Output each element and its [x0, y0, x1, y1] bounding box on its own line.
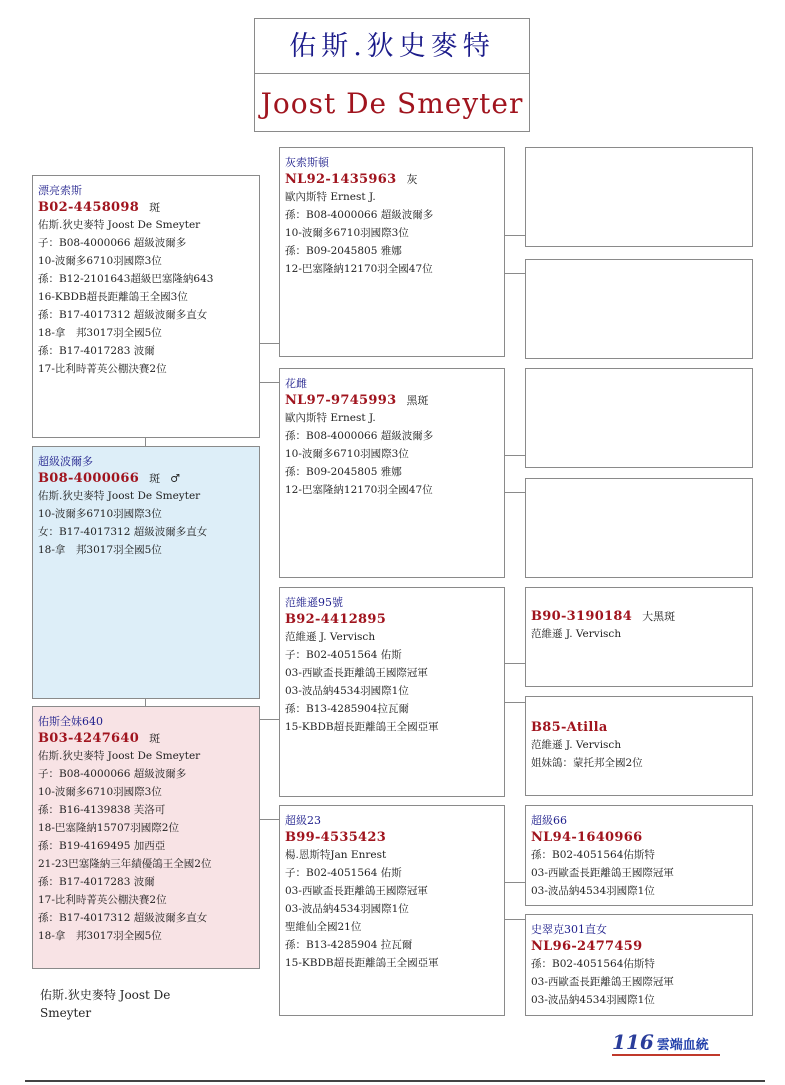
sire-line: 孫：B17-4017312 超級波爾多直女: [38, 309, 208, 321]
dam-dam-dam-line: 孫：B02-4051564佑斯特: [531, 958, 655, 970]
great-grandparent-empty-4[interactable]: [525, 478, 753, 578]
dam-sire-sire-line: 范維遜 J. Vervisch: [531, 628, 622, 640]
dam-sire-line: 范維遜 J. Vervisch: [285, 631, 376, 643]
sire-line: 子：B08-4000066 超級波爾多: [38, 237, 187, 249]
dam-dam-line: 聖維仙全國21位: [285, 921, 362, 933]
title-english: Joost De Smeyter: [260, 87, 524, 120]
dam-line: 孫：B16-4139838 芙洛可: [38, 804, 166, 816]
dam-sire-name: 范維遜95號: [285, 596, 343, 609]
sire-sire-card[interactable]: [279, 147, 505, 357]
dam-name: 佑斯全妹640: [38, 715, 103, 728]
connector-ds-down: [504, 702, 526, 703]
sire-dam-line: 孫：B09-2045805 雅娜: [285, 466, 402, 478]
dam-dam-dam-card[interactable]: [525, 914, 753, 1016]
connector-dd-up: [504, 882, 526, 883]
sire-line: 17-比利時菁英公棚決賽2位: [38, 363, 167, 375]
dam-dam-line: 子：B02-4051564 佑斯: [285, 867, 402, 879]
owner-name: 佑斯.狄史麥特 Joost De Smeyter: [40, 988, 171, 1020]
dam-sire-line: 子：B02-4051564 佑斯: [285, 649, 402, 661]
dam-dam-name: 超級23: [285, 814, 321, 827]
dam-sire-card[interactable]: [279, 587, 505, 797]
connector-dam-dd: [259, 819, 280, 820]
sire-dam-color: 黑斑: [406, 394, 429, 407]
subject-line: 女：B17-4017312 超級波爾多直女: [38, 526, 208, 538]
title-box: [254, 18, 530, 132]
dam-dam-line: 15-KBDB超長距離鴿王全國亞軍: [285, 957, 439, 969]
dam-dam-dam-ring: NL96-2477459: [531, 939, 643, 954]
dam-dam-card[interactable]: [279, 805, 505, 1016]
subject-color: 斑: [149, 472, 161, 485]
sire-sire-line: 孫：B09-2045805 雅娜: [285, 245, 402, 257]
dam-line: 10-波爾多6710羽國際3位: [38, 786, 162, 798]
dam-sire-line: 03-波品納4534羽國際1位: [285, 685, 409, 697]
sire-sire-line: 12-巴塞隆納12170羽全國47位: [285, 263, 433, 275]
sire-sire-color: 灰: [406, 173, 418, 186]
sire-sire-ring: NL92-1435963: [285, 172, 397, 187]
sire-card[interactable]: [32, 175, 260, 438]
connector-ss-up: [504, 235, 526, 236]
connector-ss-down: [504, 273, 526, 274]
great-grandparent-empty-1[interactable]: [525, 147, 753, 247]
logo-text: 雲端血統: [656, 1038, 709, 1053]
dam-line: 18-巴塞隆納15707羽國際2位: [38, 822, 179, 834]
dam-dam-dam-line: 03-西歐盃長距離鴿王國際冠軍: [531, 976, 674, 988]
dam-dam-line: 03-波品納4534羽國際1位: [285, 903, 409, 915]
dam-line: 孫：B17-4017283 波爾: [38, 876, 155, 888]
dam-sire-ring: B92-4412895: [285, 612, 387, 627]
dam-dam-line: 03-西歐盃長距離鴿王國際冠軍: [285, 885, 428, 897]
connector-ds-up: [504, 663, 526, 664]
connector-sire-sd: [259, 382, 280, 383]
dam-line: 21-23巴塞隆納三年績優鴿王全國2位: [38, 858, 212, 870]
sire-dam-line: 10-波爾多6710羽國際3位: [285, 448, 409, 460]
dam-dam-sire-line: 03-波品納4534羽國際1位: [531, 885, 655, 897]
sire-line: 孫：B12-2101643超級巴塞隆納643: [38, 273, 214, 285]
dam-dam-sire-line: 孫：B02-4051564佑斯特: [531, 849, 655, 861]
dam-line: 佑斯.狄史麥特 Joost De Smeyter: [38, 750, 201, 762]
dam-line: 孫：B17-4017312 超級波爾多直女: [38, 912, 208, 924]
sire-name: 漂亮索斯: [38, 184, 82, 197]
subject-name: 超級波爾多: [38, 455, 93, 468]
dam-dam-sire-card[interactable]: [525, 805, 753, 906]
dam-sire-line: 03-西歐盃長距離鴿王國際冠軍: [285, 667, 428, 679]
subject-card[interactable]: [32, 446, 260, 699]
dam-sire-line: 孫：B13-4285904拉瓦爾: [285, 703, 409, 715]
sire-dam-line: 歐內斯特 Ernest J.: [285, 412, 376, 424]
dam-sire-dam-line: 范維遜 J. Vervisch: [531, 739, 622, 751]
subject-line: 佑斯.狄史麥特 Joost De Smeyter: [38, 490, 201, 502]
brand-logo[interactable]: [612, 1030, 709, 1054]
dam-dam-sire-ring: NL94-1640966: [531, 830, 643, 845]
sire-ring: B02-4458098: [38, 200, 140, 215]
dam-sire-sire-ring: B90-3190184: [531, 609, 633, 624]
sire-sire-line: 歐內斯特 Ernest J.: [285, 191, 376, 203]
sire-sire-name: 灰索斯頓: [285, 156, 329, 169]
logo-underline: [612, 1054, 720, 1056]
connector-sd-down: [504, 492, 526, 493]
dam-line: 17-比利時菁英公棚決賽2位: [38, 894, 167, 906]
dam-dam-ring: B99-4535423: [285, 830, 387, 845]
dam-line: 子：B08-4000066 超級波爾多: [38, 768, 187, 780]
dam-sire-sire-color: 大黑斑: [642, 610, 676, 623]
great-grandparent-empty-3[interactable]: [525, 368, 753, 468]
sire-dam-name: 花雌: [285, 377, 307, 390]
dam-line: 18-拿 邦3017羽全國5位: [38, 930, 162, 942]
sire-dam-card[interactable]: [279, 368, 505, 578]
title-chinese: 佑斯.狄史麥特: [255, 19, 529, 74]
connector-dd-down: [504, 919, 526, 920]
connector-dam-ds: [259, 719, 280, 720]
dam-sire-dam-line: 姐妹鴿：蒙托邦全國2位: [531, 757, 643, 769]
sire-sire-line: 孫：B08-4000066 超級波爾多: [285, 209, 434, 221]
dam-line: 孫：B19-4169495 加西亞: [38, 840, 166, 852]
sire-line: 16-KBDB超長距離鴿王全國3位: [38, 291, 188, 303]
dam-ring: B03-4247640: [38, 731, 140, 746]
dam-dam-dam-line: 03-波品納4534羽國際1位: [531, 994, 655, 1006]
connector-sd-up: [504, 455, 526, 456]
sire-dam-line: 12-巴塞隆納12170羽全國47位: [285, 484, 433, 496]
sire-dam-ring: NL97-9745993: [285, 393, 397, 408]
great-grandparent-empty-2[interactable]: [525, 259, 753, 359]
subject-line: 18-拿 邦3017羽全國5位: [38, 544, 162, 556]
dam-sire-dam-card[interactable]: [525, 696, 753, 796]
sire-line: 佑斯.狄史麥特 Joost De Smeyter: [38, 219, 201, 231]
connector-sire-ss: [259, 343, 280, 344]
male-sex-icon: ♂: [170, 472, 180, 485]
footer-divider: [25, 1080, 765, 1082]
dam-sire-line: 15-KBDB超長距離鴿王全國亞軍: [285, 721, 439, 733]
dam-dam-sire-line: 03-西歐盃長距離鴿王國際冠軍: [531, 867, 674, 879]
subject-ring: B08-4000066: [38, 471, 140, 486]
subject-line: 10-波爾多6710羽國際3位: [38, 508, 162, 520]
dam-dam-dam-name: 史翠克301直女: [531, 923, 607, 936]
dam-dam-line: 孫：B13-4285904 拉瓦爾: [285, 939, 413, 951]
dam-sire-dam-ring: B85-Atilla: [531, 720, 608, 735]
dam-sire-sire-card[interactable]: [525, 587, 753, 687]
sire-line: 孫：B17-4017283 波爾: [38, 345, 155, 357]
sire-line: 10-波爾多6710羽國際3位: [38, 255, 162, 267]
dam-color: 斑: [149, 732, 161, 745]
sire-line: 18-拿 邦3017羽全國5位: [38, 327, 162, 339]
sire-dam-line: 孫：B08-4000066 超級波爾多: [285, 430, 434, 442]
sire-color: 斑: [149, 201, 161, 214]
dam-card[interactable]: [32, 706, 260, 969]
dam-dam-sire-name: 超級66: [531, 814, 567, 827]
logo-number: 116: [612, 1030, 654, 1054]
dam-dam-line: 楊.恩斯特Jan Enrest: [285, 849, 387, 861]
sire-sire-line: 10-波爾多6710羽國際3位: [285, 227, 409, 239]
